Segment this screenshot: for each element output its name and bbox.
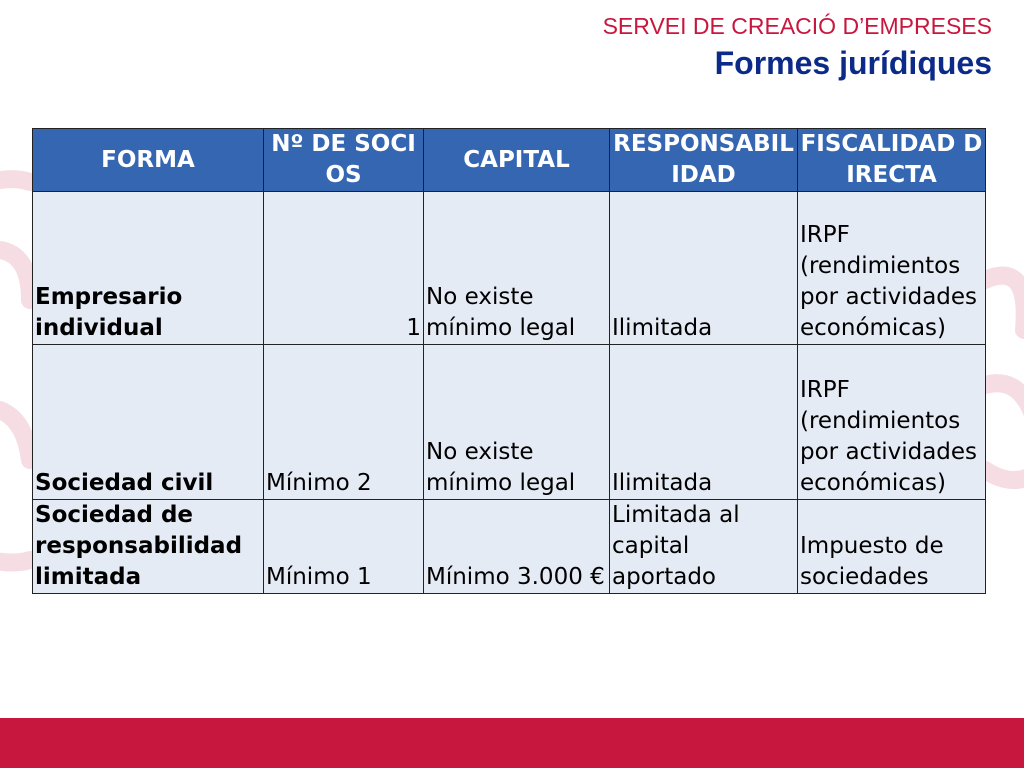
subtitle: SERVEI DE CREACIÓ D’EMPRESES	[602, 13, 992, 39]
cell-forma: Empresario individual	[33, 192, 264, 345]
cell-responsabilidad: Ilimitada	[610, 345, 798, 500]
column-header-fiscalidad: FISCALIDAD DIRECTA	[798, 129, 986, 192]
table-row	[33, 192, 986, 345]
column-header-socios: Nº DE SOCIOS	[264, 129, 424, 192]
footer-bar	[0, 718, 1024, 768]
cell-forma: Sociedad civil	[33, 345, 264, 500]
column-header-capital: CAPITAL	[424, 129, 610, 192]
cell-capital: No existe mínimo legal	[424, 192, 610, 345]
cell-capital: Mínimo 3.000 €	[424, 500, 610, 594]
cell-forma: Sociedad de responsabilidad limitada	[33, 500, 264, 594]
table-row	[33, 345, 986, 500]
cell-fiscalidad: IRPF (rendimientos por actividades económicas)	[798, 345, 986, 500]
page-title: Formes jurídiques	[714, 45, 992, 81]
cell-responsabilidad: Ilimitada	[610, 192, 798, 345]
cell-fiscalidad: IRPF (rendimientos por actividades económicas)	[798, 192, 986, 345]
column-header-forma: FORMA	[33, 129, 264, 192]
cell-socios: Mínimo 2	[264, 345, 424, 500]
legal-forms-table	[32, 128, 986, 594]
column-header-responsabilidad: RESPONSABILIDAD	[610, 129, 798, 192]
cell-socios: 1	[264, 192, 424, 345]
table-row	[33, 500, 986, 594]
cell-socios: Mínimo 1	[264, 500, 424, 594]
cell-responsabilidad: Limitada al capital aportado	[610, 500, 798, 594]
cell-fiscalidad: Impuesto de sociedades	[798, 500, 986, 594]
cell-capital: No existe mínimo legal	[424, 345, 610, 500]
header	[603, 12, 992, 82]
table-header-row	[33, 129, 986, 192]
